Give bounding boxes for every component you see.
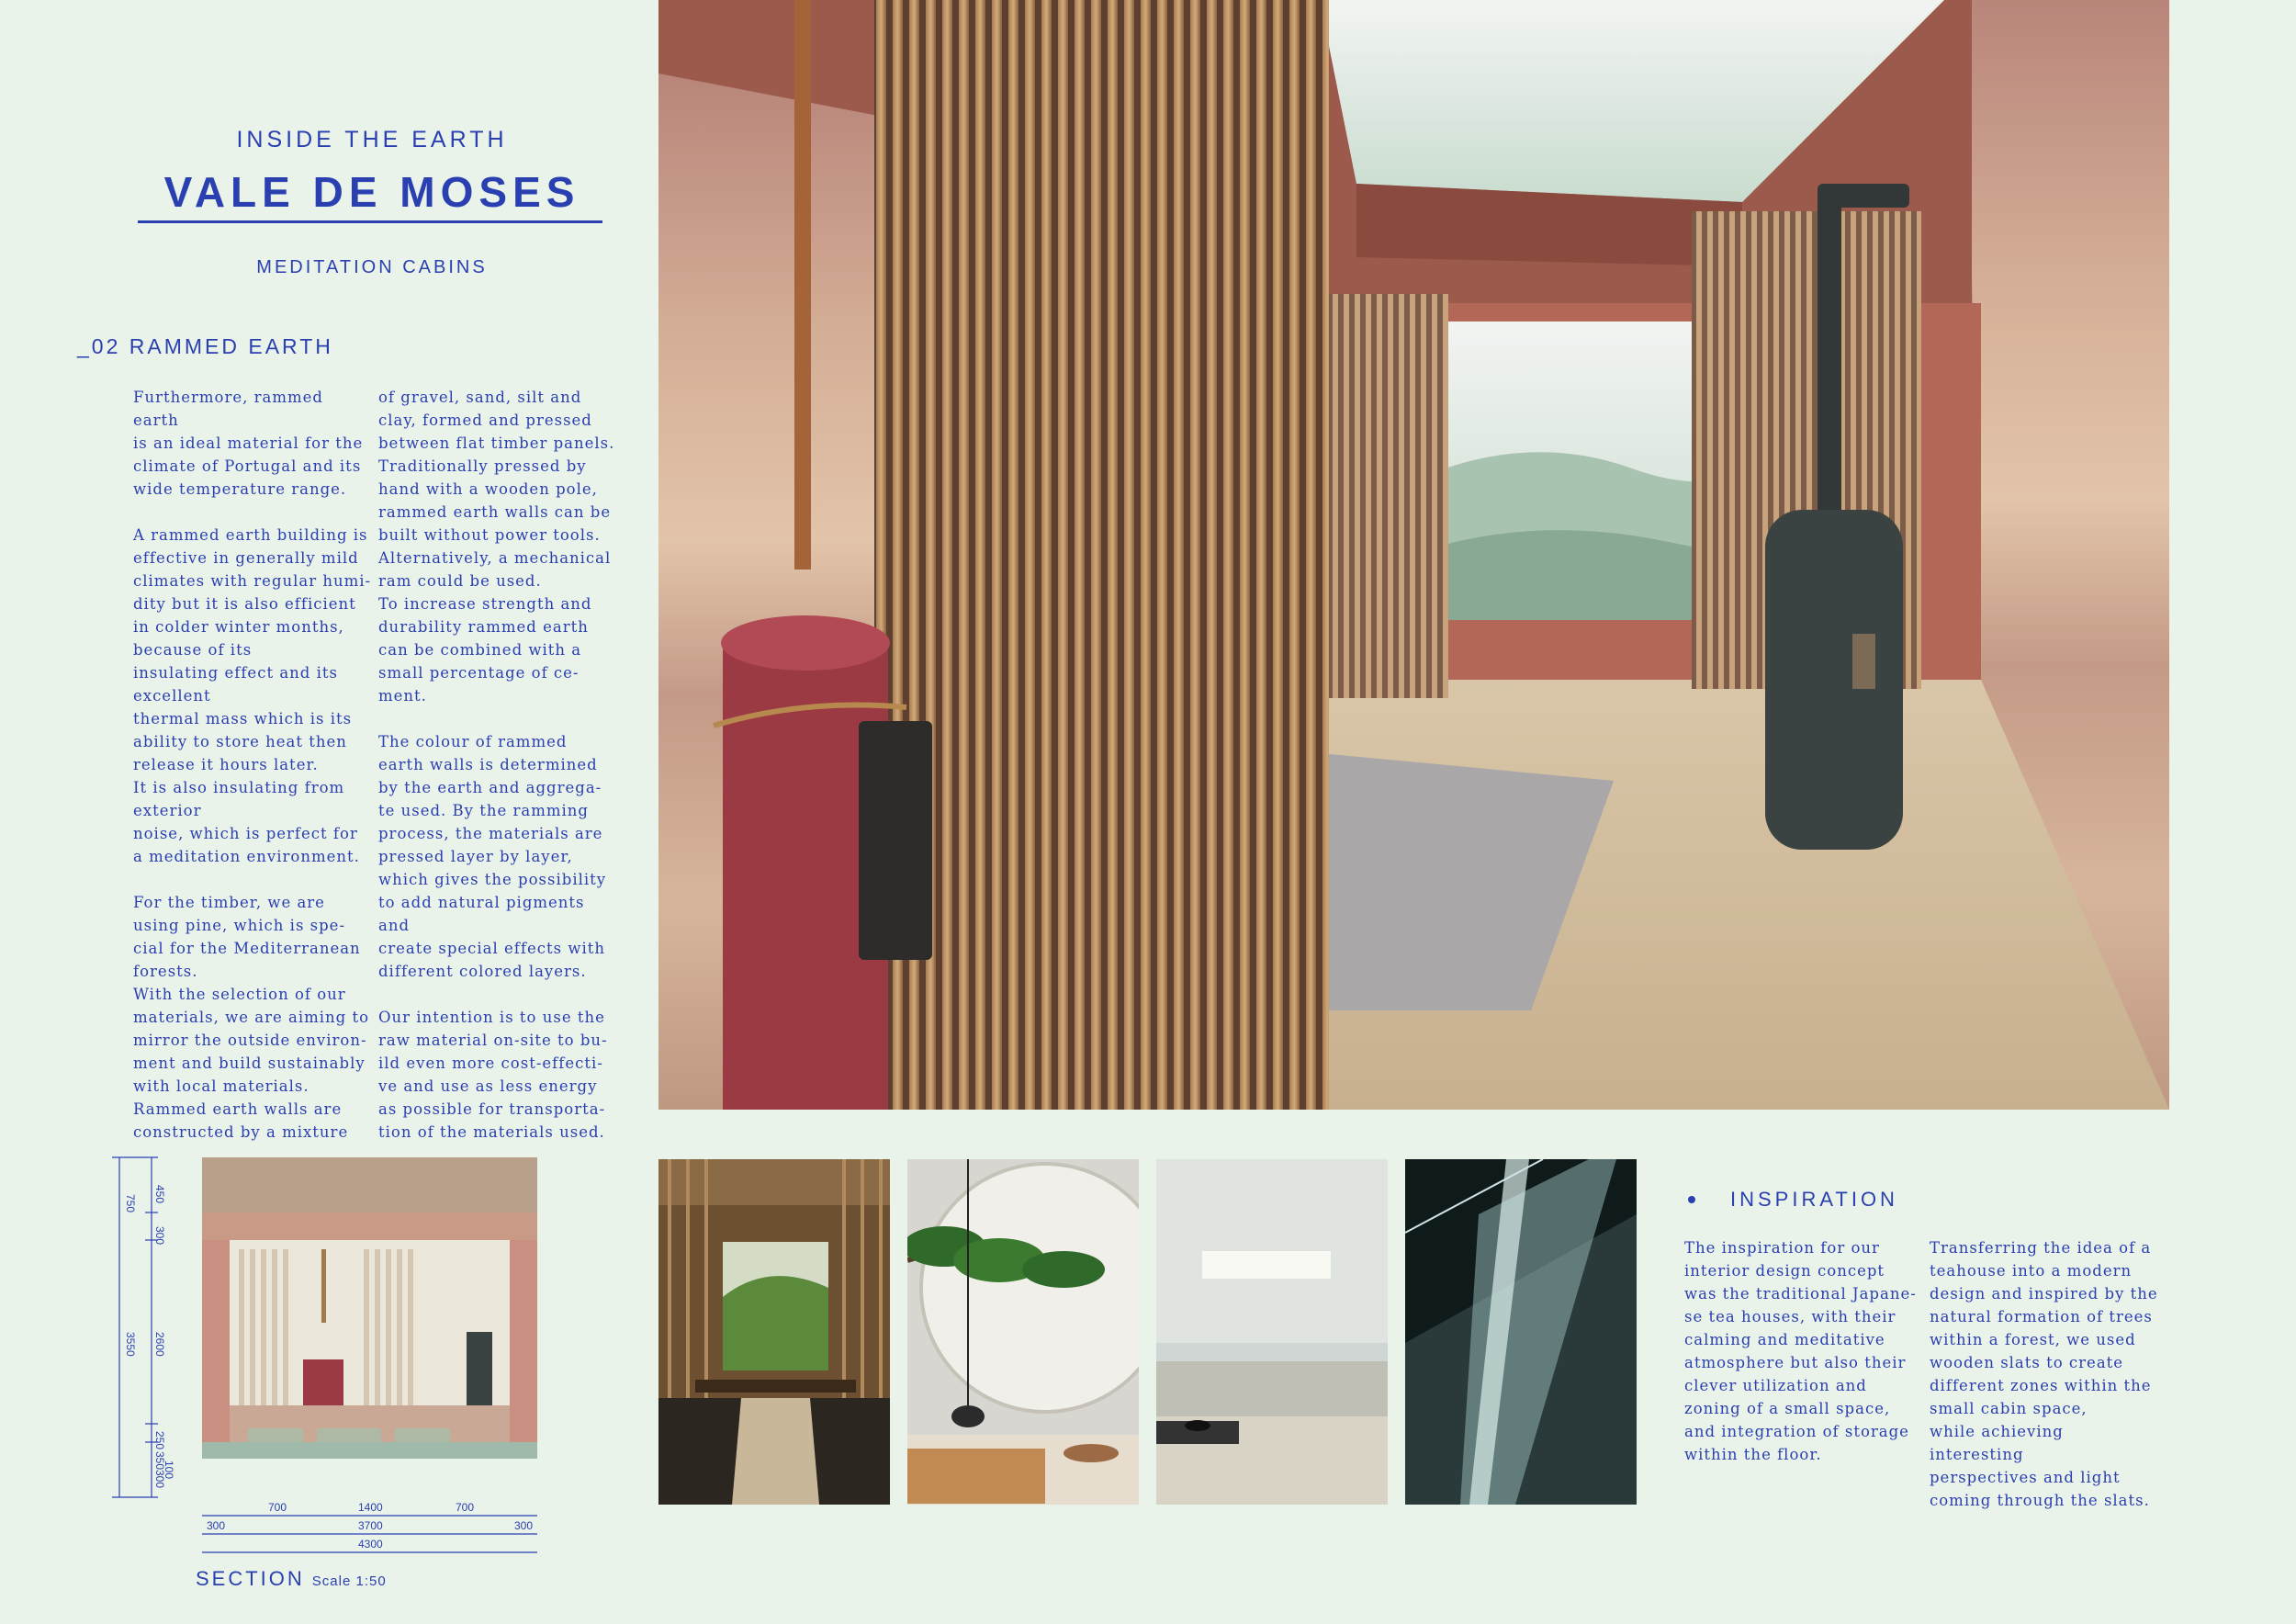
- svg-text:100: 100: [163, 1460, 175, 1480]
- page-subtitle: MEDITATION CABINS: [256, 257, 488, 277]
- section-label-text: SECTION: [196, 1567, 305, 1590]
- svg-text:1400: 1400: [358, 1501, 383, 1514]
- svg-text:3550: 3550: [124, 1332, 137, 1357]
- section-heading: _02 RAMMED EARTH: [77, 334, 333, 358]
- body-column-1: Furthermore, rammed earth is an ideal material for the climate of Portugal and its wide temperature range. A rammed earth building is effective in generally mild climates with regular humi- dity but it is also efficient in colder winter months, because of its insulating effect and its excellent thermal mass which is its ability to store heat then release it hours later. It is also insulating from exterior noise, which is perfect for a meditation environment. For the timber, we are using pine, which is spe- cial for the Mediterranean forests. With the selection of our materials, we are aiming to mirror the outside environ- ment and build sustainably with local materials. Rammed earth walls are constructed by a mixture: [133, 389, 372, 1141]
- title-rule: [138, 220, 602, 223]
- inspiration-photo-light-slats: [1405, 1159, 1637, 1505]
- svg-text:300: 300: [153, 1226, 166, 1246]
- page-title: VALE DE MOSES: [163, 168, 580, 216]
- section-scale: Scale 1:50: [311, 1573, 387, 1589]
- inspiration-bullet: [1688, 1196, 1695, 1203]
- svg-text:700: 700: [268, 1501, 287, 1514]
- inspiration-photo-teahouse: [658, 1159, 890, 1505]
- inspiration-heading: INSPIRATION: [1730, 1188, 1898, 1211]
- svg-text:3700: 3700: [358, 1519, 383, 1532]
- svg-text:700: 700: [456, 1501, 475, 1514]
- inspiration-column-1: The inspiration for our interior design concept was the traditional Japane- se tea houses, with their calming and meditative atmosphere but also their clever utilization and zoning of a small space, and integration of storage within the floor.: [1684, 1239, 1917, 1463]
- svg-text:250: 250: [153, 1431, 166, 1450]
- inspiration-photo-minimal-room: [1156, 1159, 1388, 1505]
- body-column-2: of gravel, sand, silt and clay, formed and pressed between flat timber panels. Traditionally pressed by hand with a wooden pole, rammed earth walls can be built without power tools. Alternatively, a mechanical ram could be used. To increase strength and durability rammed earth can be combined with a small percentage of ce- ment. The colour of rammed earth walls is determined by the earth and aggrega- te used. By the ramming process, the materials are pressed layer by layer, which gives the possibility to add natural pigments and create special effects with different colored layers. Our intention is to use the raw material on-site to bu- ild even more cost-effecti- ve and use as less energy as possible for transporta- tion of the materials used.: [378, 389, 615, 1141]
- svg-text:300: 300: [207, 1519, 226, 1532]
- svg-text:300: 300: [514, 1519, 534, 1532]
- svg-text:300: 300: [153, 1470, 166, 1489]
- interior-render-image: [658, 0, 2169, 1110]
- svg-text:450: 450: [153, 1185, 166, 1204]
- inspiration-column-2: Transferring the idea of a teahouse into a modern design and inspired by the natural formation of trees within a forest, we used wooden slats to create different zones within the small cabin space, while achieving interesting perspectives and light coming through the slats.: [1930, 1239, 2158, 1509]
- section-drawing-label: [196, 1567, 387, 1591]
- svg-text:350: 350: [153, 1451, 166, 1471]
- svg-text:2600: 2600: [153, 1332, 166, 1357]
- section-drawing: [92, 1148, 551, 1589]
- svg-text:750: 750: [124, 1194, 137, 1213]
- svg-text:4300: 4300: [358, 1538, 383, 1551]
- inspiration-photo-bonsai: [907, 1159, 1139, 1505]
- kicker-text: INSIDE THE EARTH: [236, 127, 508, 152]
